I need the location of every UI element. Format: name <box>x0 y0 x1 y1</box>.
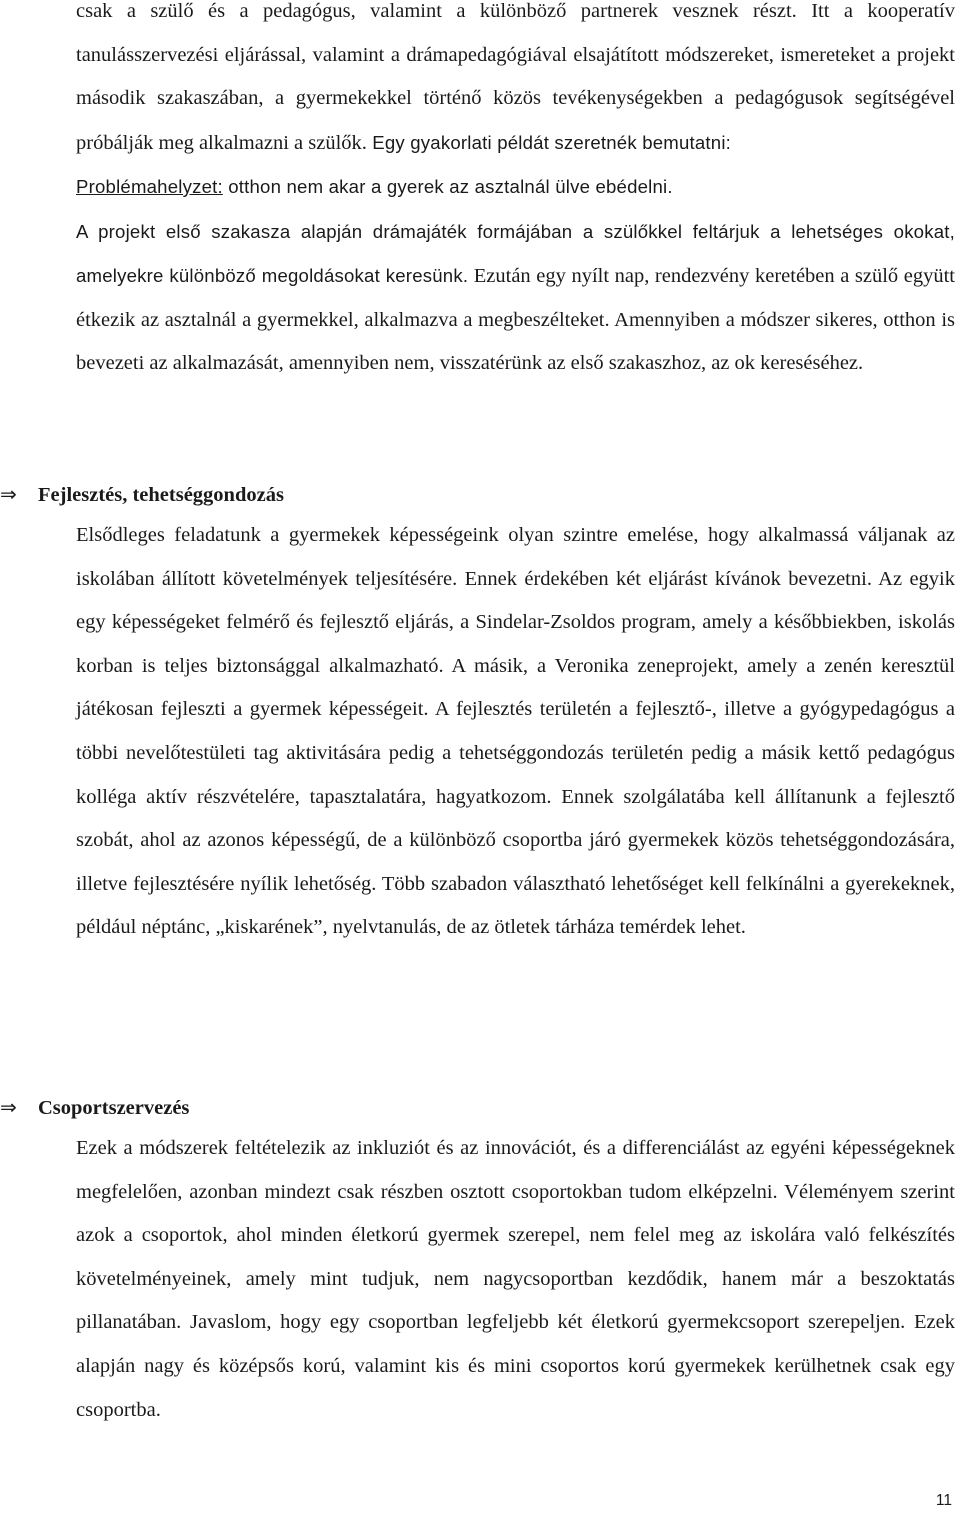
section-paragraph-grouping: Ezek a módszerek feltételezik az inkluziót és az innovációt, és a differenciálást az egyéni képességeknek megfelelően, azonban mindezt csak részben osztott csoportokban tudom elképzelni. Véleményem szerint azok a csoportok, ahol minden életkorú gyermek szerepel, nem felel meg az iskolára való felkészítés követelményeinek, amely mint tudjuk, nem nagycsoportban kezdődik, hanem már a beszoktatás pillanatában. Javaslom, hogy egy csoportban legfeljebb két életkorú gyermekcsoport szerepeljen. Ezek alapján nagy és középsős korú, valamint kis és mini csoportos korú gyermekek kerülhetnek csak egy csoportba. <box>76 1137 955 1421</box>
section-heading-grouping <box>0 1092 700 1122</box>
section-heading-text: Csoportszervezés <box>38 1097 190 1119</box>
page-number: 11 <box>935 1492 952 1509</box>
intro-serif-lead: csak a szülő és a pedagógus, valamint a különböző partnerek vesznek részt. Itt a kooperatív tanulásszervezési eljárással, valamint a drámapedagógiával elsajátított módszereket, ismereteket a projekt második szakaszában, a gyermekekkel történő közös tevékenységekben a pedagógusok segítségével próbálják meg alkalmazni a szülők. <box>76 0 955 154</box>
double-arrow-right-icon: ⇒ <box>0 482 17 506</box>
double-arrow-right-icon: ⇒ <box>0 1095 17 1119</box>
intro-paragraph <box>76 0 955 386</box>
section-paragraph-development: Elsődleges feladatunk a gyermekek képességeink olyan szintre emelése, hogy alkalmassá váljanak az iskolában állított követelmények teljesítésére. Ennek érdekében két eljárást kívánok bevezetni. Az egyik egy képességeket felmérő és fejlesztő eljárás, a Sindelar-Zsoldos program, amely a későbbiekben, iskolás korban is teljes biztonsággal alkalmazható. A másik, a Veronika zeneprojekt, amely a zenén keresztül játékosan fejleszti a gyermek képességeit. A fejlesztés területén a fejlesztő-, illetve a gyógypedagógus a többi nevelőtestületi tag aktivitására pedig a tehetséggondozás területén pedig a másik kettő pedagógus kolléga aktív részvételére, tapasztalatára, hagyatkozom. Ennek szolgálatába kell állítanunk a fejlesztő szobát, ahol az azonos képességű, de a különböző csoportba járó gyermekek közös tehetséggondozására, illetve fejlesztésére nyílik lehetőség. Több szabadon választható lehetőséget kell felkínálni a gyerekeknek, például néptánc, „kiskarének”, nyelvtanulás, de az ötletek tárháza temérdek lehet. <box>76 524 955 939</box>
problem-label: Problémahelyzet: <box>76 176 223 197</box>
intro-serif-tail: Ezután egy nyílt nap, rendezvény keretében a szülő együtt étkezik az asztalnál a gyermekkel, alkalmazva a megbeszélteket. Amennyiben a módszer sikeres, otthon is bevezeti az alkalmazását, amennyiben nem, visszatérünk az első szakaszhoz, az ok kereséséhez. <box>76 265 955 374</box>
section-heading-text: Fejlesztés, tehetséggondozás <box>38 484 284 506</box>
section-heading-development <box>0 479 700 509</box>
intro-sans-sentence: Egy gyakorlati példát szeretnék bemutatni: <box>366 131 732 153</box>
intro-sans-rest: A projekt első szakasza alapján drámajáték formájában a szülőkkel feltárjuk a lehetséges okokat, amelyekre különböző megoldásokat keresünk. <box>76 220 955 286</box>
problem-text: otthon nem akar a gyerek az asztalnál ülve ebédelni. <box>222 176 673 197</box>
